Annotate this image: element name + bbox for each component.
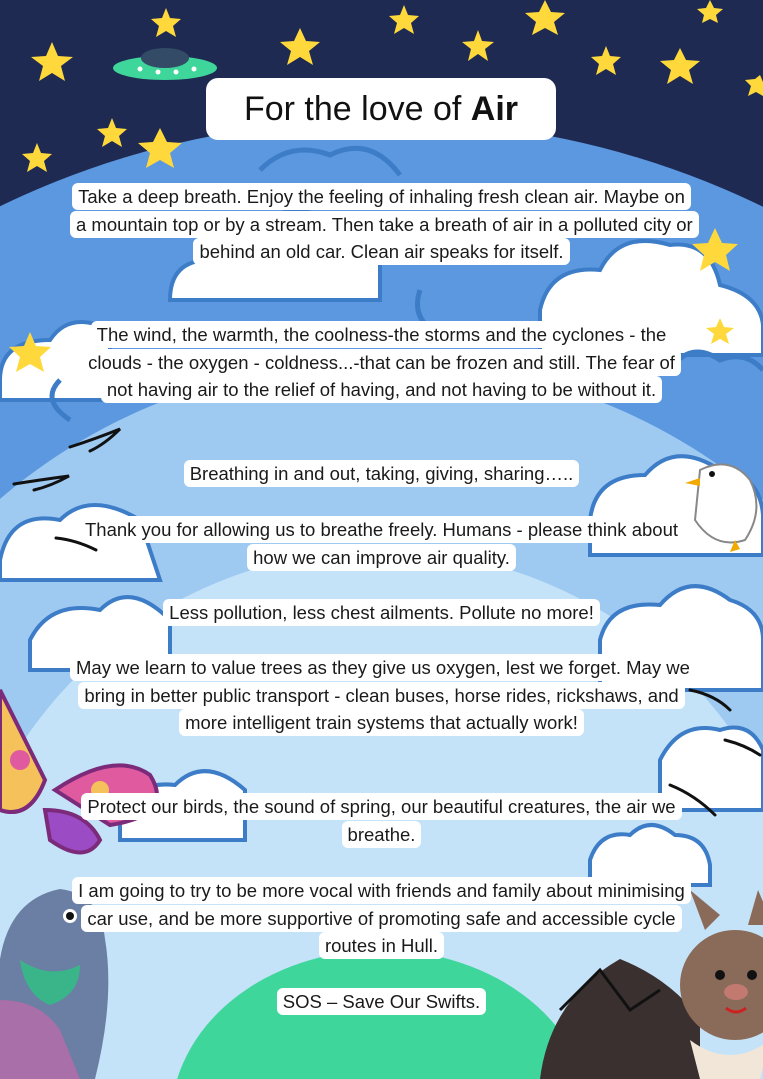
paragraph-8: I am going to try to be more vocal with friends and family about minimising car use, and be more supportive of promoting safe and accessible cycle routes in Hull.	[70, 877, 693, 960]
page-title	[206, 78, 556, 140]
paragraph-5: Less pollution, less chest ailments. Pollute no more!	[70, 599, 693, 627]
paragraph-3: Breathing in and out, taking, giving, sharing…..	[70, 460, 693, 488]
paragraph-9: SOS – Save Our Swifts.	[70, 988, 693, 1016]
title-prefix: For the love of	[243, 89, 471, 128]
paragraph-4: Thank you for allowing us to breathe freely. Humans - please think about how we can improve air quality.	[70, 516, 693, 571]
paragraph-6: May we learn to value trees as they give us oxygen, lest we forget. May we bring in better public transport - clean buses, horse rides, rickshaws, and more intelligent train systems that actually work!	[70, 654, 693, 737]
title-emphasis: Air	[470, 89, 518, 128]
paragraph-7: Protect our birds, the sound of spring, our beautiful creatures, the air we breathe.	[70, 793, 693, 848]
paragraph-2: The wind, the warmth, the coolness-the storms and the cyclones - the clouds - the oxygen - coldness...-that can be frozen and still. The fear of not having air to the relief of having, and not having to be without it.	[70, 321, 693, 404]
paragraph-1: Take a deep breath. Enjoy the feeling of inhaling fresh clean air. Maybe on a mountain top or by a stream. Then take a breath of air in a polluted city or behind an old car. Clean air speaks for itself.	[70, 183, 693, 266]
